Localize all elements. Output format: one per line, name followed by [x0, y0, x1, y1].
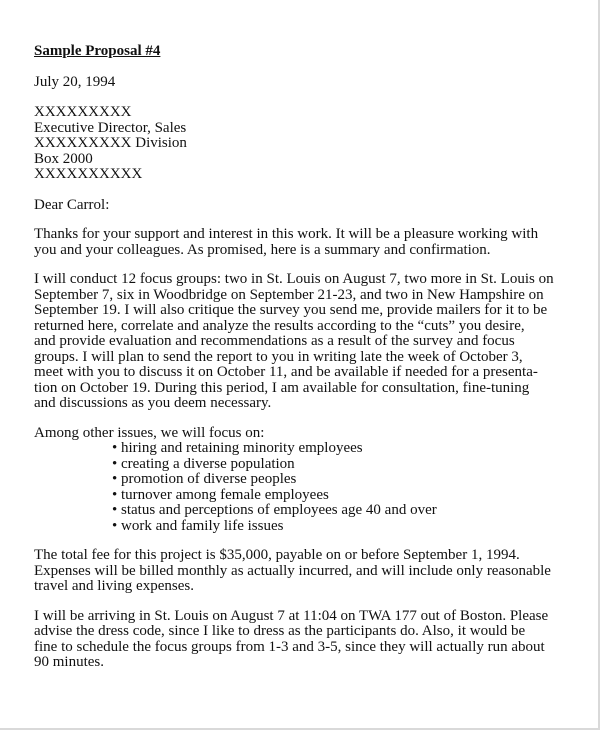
issues-intro: Among other issues, we will focus on:: [34, 424, 265, 441]
bullet-text: work and family life issues: [121, 517, 284, 534]
text-line: fine to schedule the focus groups from 1-3 and 3-5, since they will actually run about: [34, 638, 545, 655]
text-line: I will conduct 12 focus groups: two in St. Louis on August 7, two more in St. Louis on: [34, 271, 554, 287]
document-title: Sample Proposal #4: [34, 43, 161, 59]
bullet-icon: •: [112, 486, 118, 503]
text-line: 90 minutes.: [34, 654, 104, 670]
address-line: XXXXXXXXX Division: [34, 135, 187, 151]
text-line: groups. I will plan to send the report to you in writing late the week of October 3,: [34, 348, 523, 365]
issues-section: [34, 426, 589, 535]
bullet-item: [34, 503, 589, 519]
bullet-text: status and perceptions of employees age 40 and over: [121, 502, 437, 518]
text-line: The total fee for this project is $35,000, payable on or before September 1, 1994.: [34, 547, 520, 563]
paragraph-intro: [34, 227, 589, 258]
recipient-address: [34, 105, 589, 183]
text-line: Expenses will be billed monthly as actually incurred, and will include only reasonable: [34, 562, 551, 579]
bullet-item: [34, 519, 589, 535]
salutation: Dear Carrol:: [34, 196, 110, 213]
bullet-item: [34, 441, 589, 457]
bullet-icon: •: [112, 517, 118, 534]
text-line: returned here, correlate and analyze the results according to the “cuts” you desire,: [34, 317, 525, 334]
bullet-icon: •: [112, 471, 118, 487]
paragraph-travel: [34, 609, 589, 671]
letter-date: July 20, 1994: [34, 73, 116, 90]
bullet-item: [34, 488, 589, 504]
bullet-text: promotion of diverse peoples: [121, 471, 297, 487]
text-line: travel and living expenses.: [34, 578, 194, 594]
text-line: you and your colleagues. As promised, here is a summary and confirmation.: [34, 241, 491, 258]
text-line: September 19. I will also critique the survey you send me, provide mailers for it to be: [34, 302, 548, 318]
address-line: XXXXXXXXX: [34, 104, 132, 120]
text-line: advise the dress code, since I like to dress as the participants do. Also, it would be: [34, 623, 526, 639]
text-line: and provide evaluation and recommendations as a result of the survey and focus: [34, 333, 515, 349]
text-line: meet with you to discuss it on October 11, and be available if needed for a presenta-: [34, 364, 538, 380]
bullet-icon: •: [112, 502, 118, 518]
bullet-text: hiring and retaining minority employees: [121, 440, 363, 456]
bullet-icon: •: [112, 455, 118, 472]
letter-body: [34, 44, 589, 685]
bullet-text: creating a diverse population: [121, 455, 295, 472]
address-line: XXXXXXXXXX: [34, 166, 143, 182]
bullet-text: turnover among female employees: [121, 486, 329, 503]
bullet-icon: •: [112, 440, 118, 456]
text-line: Thanks for your support and interest in this work. It will be a pleasure working with: [34, 226, 539, 242]
text-line: September 7, six in Woodbridge on September 21-23, and two in New Hampshire on: [34, 286, 544, 303]
paragraph-fee: [34, 548, 589, 595]
bullet-item: [34, 457, 589, 473]
text-line: tion on October 19. During this period, I am available for consultation, fine-tuning: [34, 379, 530, 396]
address-line: Executive Director, Sales: [34, 119, 187, 136]
text-line: and discussions as you deem necessary.: [34, 395, 272, 411]
bullet-item: [34, 472, 589, 488]
text-line: I will be arriving in St. Louis on August 7 at 11:04 on TWA 177 out of Boston. Please: [34, 607, 549, 624]
paragraph-scope: [34, 272, 589, 412]
address-line: Box 2000: [34, 150, 93, 167]
